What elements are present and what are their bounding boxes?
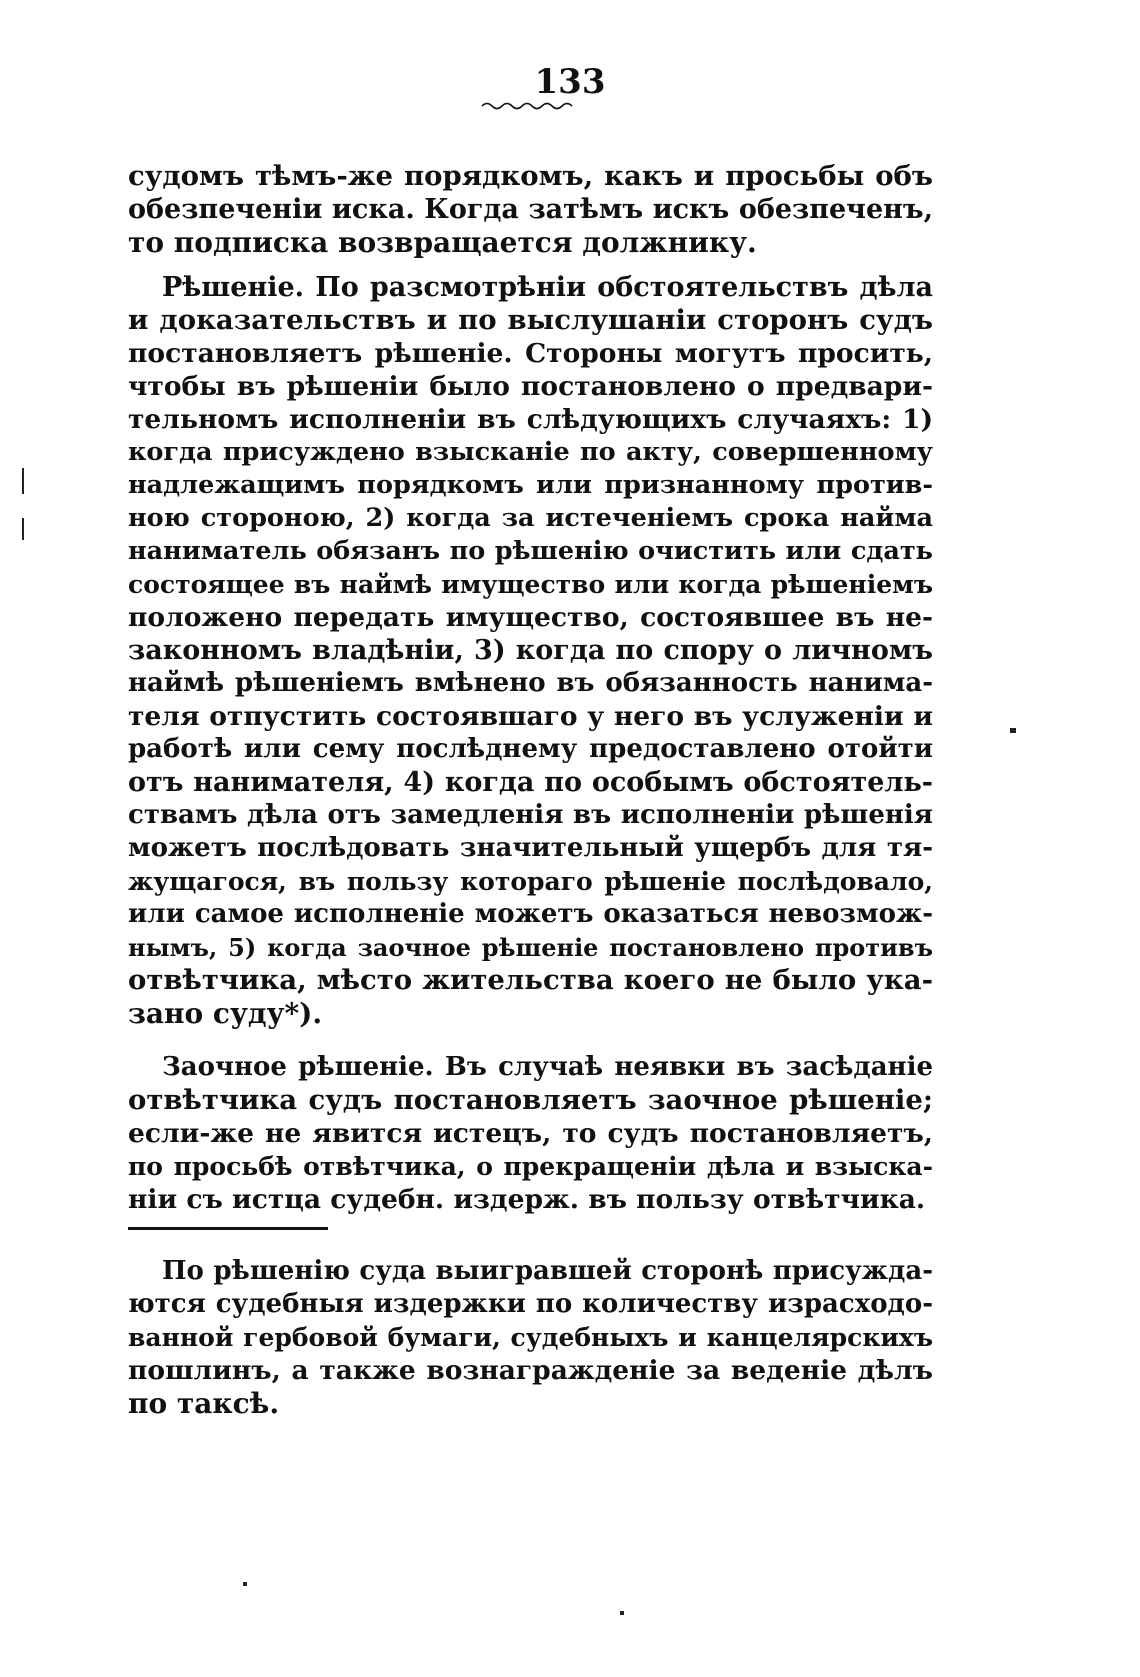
text-line: законномъ владѣніи, 3) когда по спору о личномъ [128, 635, 933, 666]
text-line: ніи съ истца судебн. издерж. въ пользу отвѣтчика. [128, 1184, 926, 1215]
text-line: тельномъ исполненіи въ слѣдующихъ случаяхъ: 1) [128, 404, 933, 435]
margin-mark [22, 518, 24, 540]
text-line: можетъ послѣдовать значительный ущербъ для тя- [128, 833, 933, 863]
text-line: отвѣтчика судъ постановляетъ заочное рѣшеніе; [128, 1084, 933, 1116]
footnote-line: пошлинъ, а также вознагражденіе за веденіе дѣлъ [128, 1355, 933, 1386]
text-line: если-же не явится истецъ, то судъ постановляетъ, [128, 1118, 933, 1149]
text-line: и доказательствъ и по выслушаніи сторонъ судъ [128, 304, 933, 336]
text-line: чтобы въ рѣшеніи было постановлено о предвари- [128, 371, 933, 402]
paragraph-decision [128, 271, 933, 1030]
footnote-divider [128, 1227, 328, 1230]
text-line: наймѣ рѣшеніемъ вмѣнено въ обязанность нанима- [128, 668, 933, 698]
text-line: судомъ тѣмъ-же порядкомъ, какъ и просьбы объ [128, 160, 933, 192]
text-line: надлежащимъ порядкомъ или признанному против- [128, 470, 933, 500]
footnote-line: По рѣшенію суда выигравшей сторонѣ присужда- [162, 1256, 933, 1286]
margin-speck [243, 1582, 247, 1586]
text-line: ною стороною, 2) когда за истеченіемъ срока найма [128, 503, 933, 533]
text-line: ствамъ дѣла отъ замедленія въ исполненіи рѣшенія [128, 800, 933, 830]
text-line: нымъ, 5) когда заочное рѣшеніе постановлено противъ [128, 933, 933, 962]
text-line: когда присуждено взысканіе по акту, совершенному [128, 437, 933, 467]
text-line: теля отпустить состоявшаго у него въ услуженіи и [128, 701, 933, 732]
footnote-line: по таксѣ. [128, 1387, 280, 1420]
margin-speck [620, 1611, 624, 1615]
paragraph-default-judgment [128, 1051, 933, 1216]
footnote [128, 1255, 933, 1420]
text-line: отвѣтчика, мѣсто жительства коего не было ука- [128, 964, 933, 996]
text-line: или самое исполненіе можетъ оказаться невозмож- [128, 899, 933, 929]
margin-speck [1010, 728, 1016, 733]
text-line: наниматель обязанъ по рѣшенію очистить или сдать [128, 536, 933, 566]
text-line: Заочное рѣшеніе. Въ случаѣ неявки въ засѣданіе [162, 1052, 933, 1082]
footnote-line: ванной гербовой бумаги, судебныхъ и канцелярскихъ [128, 1323, 933, 1352]
text-line: работѣ или сему послѣднему предоставлено отойти [128, 734, 933, 764]
page-number-flourish-ornament [480, 100, 580, 110]
text-line: положено передать имущество, состоявшее въ не- [128, 602, 933, 633]
paragraph-continuation [128, 160, 933, 259]
text-line: по просьбѣ отвѣтчика, о прекращеніи дѣла и взыска- [128, 1152, 933, 1181]
page-number: 133 [534, 62, 606, 102]
text-line: то подписка возвращается должнику. [128, 226, 757, 259]
text-line: зано суду*). [128, 997, 323, 1030]
text-line: Рѣшеніе. По разсмотрѣніи обстоятельствъ дѣла [162, 272, 933, 303]
text-line: жущагося, въ пользу котораго рѣшеніе послѣдовало, [128, 867, 933, 896]
text-line: отъ нанимателя, 4) когда по особымъ обстоятель- [128, 767, 933, 798]
footnote-line: ются судебныя издержки по количеству израсходо- [128, 1289, 933, 1319]
text-line: постановляетъ рѣшеніе. Стороны могутъ просить, [128, 338, 933, 369]
margin-mark [22, 468, 24, 494]
text-line: обезпеченіи иска. Когда затѣмъ искъ обезпеченъ, [128, 194, 933, 225]
text-line: состоящее въ наймѣ имущество или когда рѣшеніемъ [128, 570, 933, 599]
